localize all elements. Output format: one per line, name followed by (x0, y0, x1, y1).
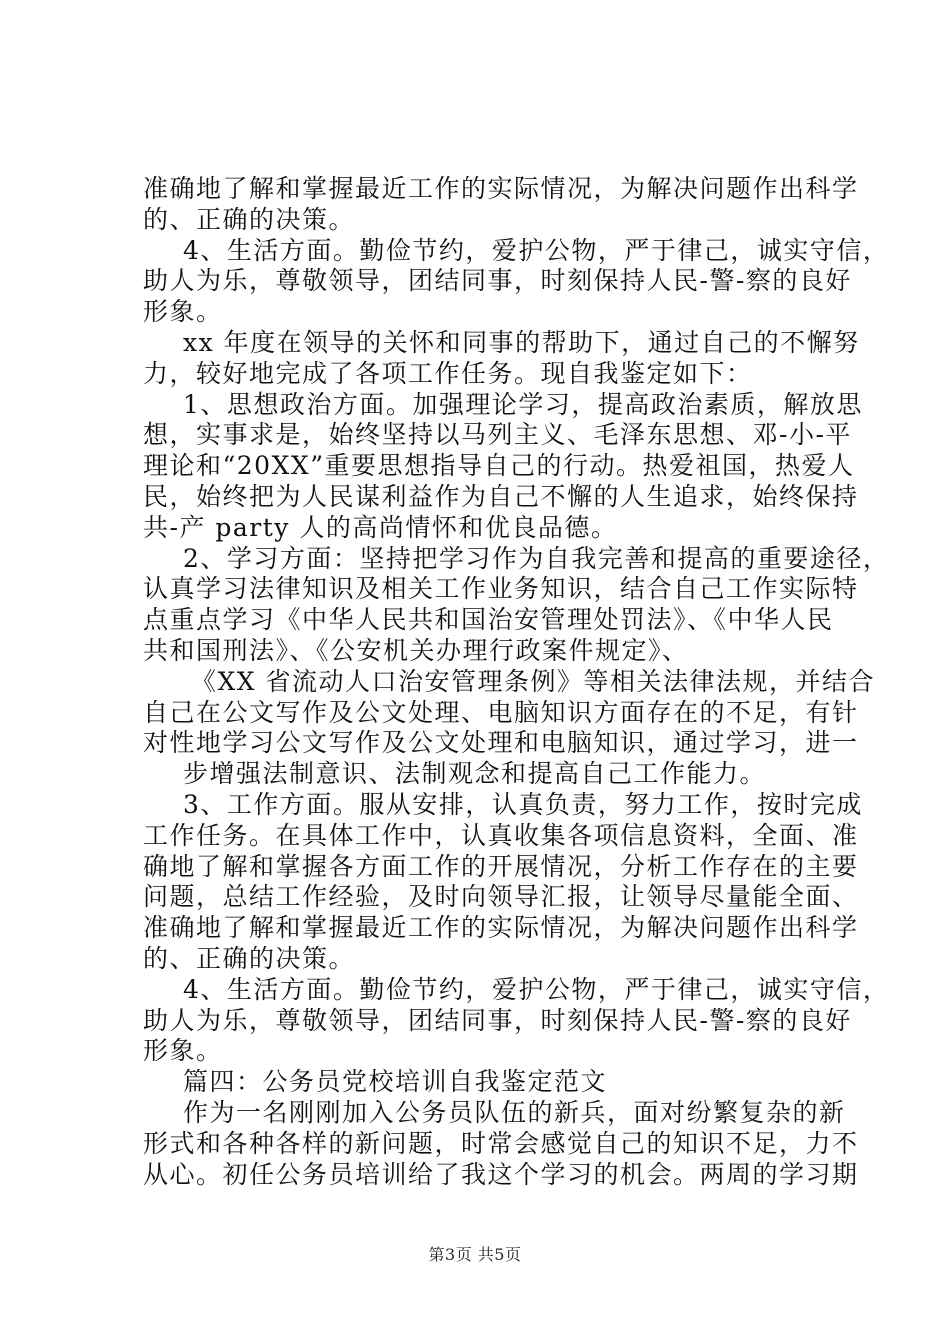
text-line: 民，始终把为人民谋利益作为自己不懈的人生追求，始终保持 (143, 481, 859, 511)
text-line: 《XX 省流动人口治安管理条例》等相关法律法规，并结合 (191, 666, 876, 696)
text-line: 准确地了解和掌握最近工作的实际情况，为解决问题作出科学 (143, 174, 859, 203)
text-line: 步增强法制意识、法制观念和提高自己工作能力。 (183, 759, 767, 789)
text-line: xx 年度在领导的关怀和同事的帮助下，通过自己的不懈努 (183, 327, 860, 357)
text-line: 确地了解和掌握各方面工作的开展情况，分析工作存在的主要 (143, 851, 859, 881)
text-line: 想，实事求是，始终坚持以马列主义、毛泽东思想、邓-小-平 (143, 420, 852, 450)
body-text (143, 174, 890, 1190)
text-line: 4、生活方面。勤俭节约，爱护公物，严于律己，诚实守信， (183, 235, 890, 265)
text-line: 理论和“20XX”重要思想指导自己的行动。热爱祖国，热爱人 (143, 451, 855, 481)
text-line: 力，较好地完成了各项工作任务。现自我鉴定如下： (143, 358, 753, 388)
text-line: 3、工作方面。服从安排，认真负责，努力工作，按时完成 (183, 789, 863, 819)
text-line: 工作任务。在具体工作中，认真收集各项信息资料，全面、准 (143, 820, 859, 850)
text-line: 形象。 (143, 297, 223, 327)
text-line: 点重点学习《中华人民共和国治安管理处罚法》、《中华人民 (143, 605, 834, 635)
text-line: 准确地了解和掌握最近工作的实际情况，为解决问题作出科学 (143, 913, 859, 943)
page-number-footer: 第3页 共5页 (428, 1245, 522, 1264)
text-line: 形象。 (143, 1036, 223, 1066)
text-line: 自己在公文写作及公文处理、电脑知识方面存在的不足，有针 (143, 697, 859, 727)
text-line: 共-产 party 人的高尚情怀和优良品德。 (143, 512, 618, 542)
text-line: 4、生活方面。勤俭节约，爱护公物，严于律己，诚实守信， (183, 974, 890, 1004)
text-line: 作为一名刚刚加入公务员队伍的新兵，面对纷繁复杂的新 (183, 1097, 846, 1127)
text-line: 1、思想政治方面。加强理论学习，提高政治素质，解放思 (183, 389, 863, 419)
text-line: 助人为乐，尊敬领导，团结同事，时刻保持人民-警-察的良好 (143, 1005, 852, 1035)
text-line: 形式和各种各样的新问题，时常会感觉自己的知识不足，力不 (143, 1128, 859, 1158)
text-line: 对性地学习公文写作及公文处理和电脑知识，通过学习，进一 (143, 728, 859, 758)
text-line: 从心。初任公务员培训给了我这个学习的机会。两周的学习期 (143, 1159, 859, 1189)
text-line: 共和国刑法》、《公安机关办理行政案件规定》、 (143, 635, 689, 665)
text-line: 认真学习法律知识及相关工作业务知识，结合自己工作实际特 (143, 574, 859, 604)
text-line: 2、学习方面：坚持把学习作为自我完善和提高的重要途径， (183, 543, 890, 573)
text-line: 的、正确的决策。 (143, 204, 356, 234)
text-line: 助人为乐，尊敬领导，团结同事，时刻保持人民-警-察的良好 (143, 266, 852, 296)
text-line: 问题，总结工作经验，及时向领导汇报，让领导尽量能全面、 (143, 882, 859, 912)
text-line: 的、正确的决策。 (143, 943, 356, 973)
section-heading: 篇四：公务员党校培训自我鉴定范文 (183, 1067, 608, 1097)
